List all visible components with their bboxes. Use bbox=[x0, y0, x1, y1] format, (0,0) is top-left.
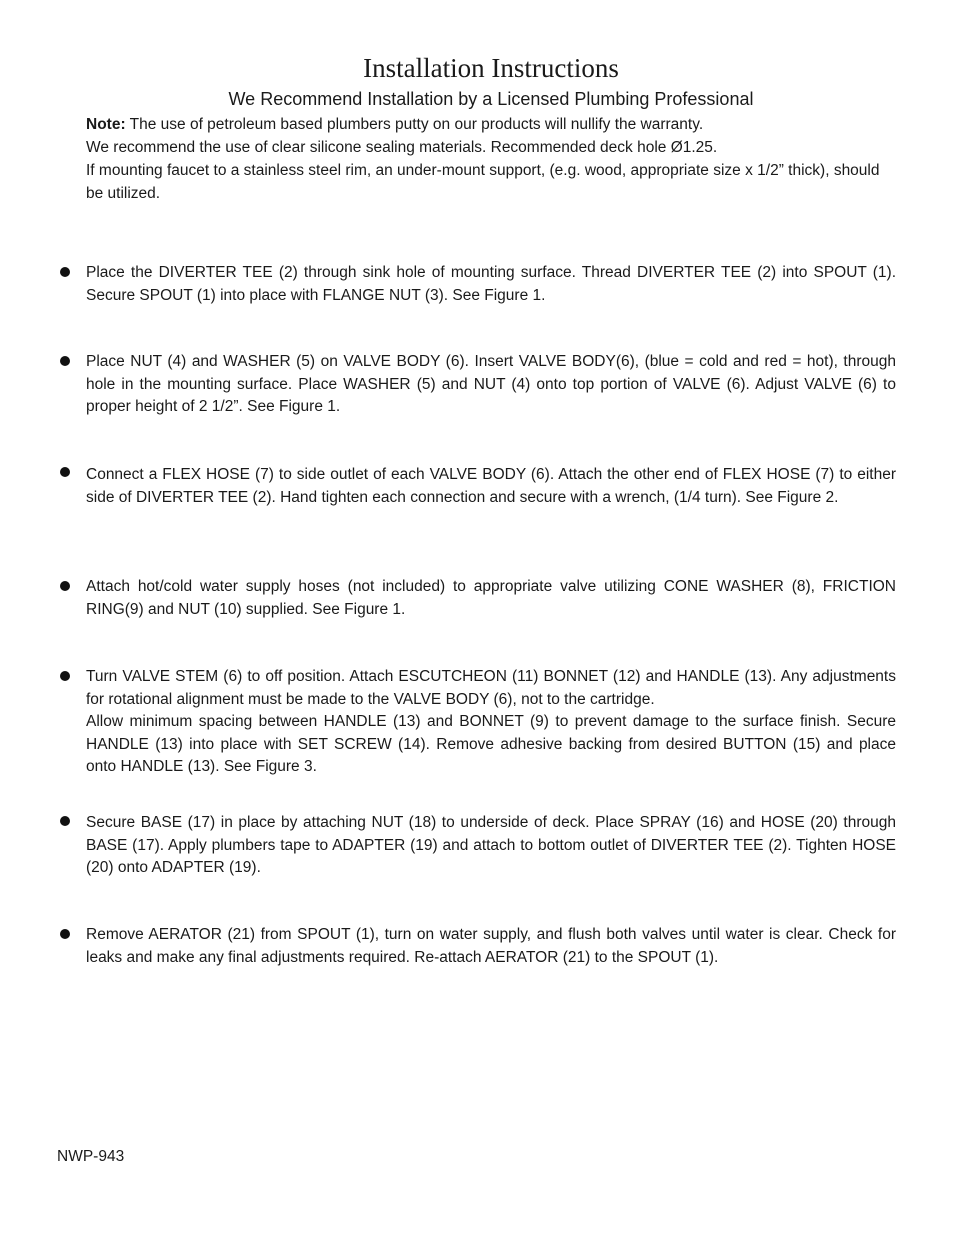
step-1 bbox=[86, 262, 896, 307]
note-block bbox=[86, 113, 898, 205]
bullet-icon bbox=[60, 929, 70, 939]
bullet-icon bbox=[60, 467, 70, 477]
step-text: Remove AERATOR (21) from SPOUT (1), turn on water supply, and flush both valves until water is clear. Check for leaks and make any final adjustments required. Re-attach AERATOR (21) to the SPOUT (1). bbox=[86, 926, 896, 966]
note-label: Note: bbox=[86, 116, 126, 133]
step-text: Attach hot/cold water supply hoses (not included) to appropriate valve utilizing CONE WASHER (8), FRICTION RING(9) and NUT (10) supplied. See Figure 1. bbox=[86, 578, 896, 618]
bullet-icon bbox=[60, 816, 70, 826]
step-text: Place NUT (4) and WASHER (5) on VALVE BODY (6). Insert VALVE BODY(6), (blue = cold and red = hot), through hole in the mounting surface. Place WASHER (5) and NUT (4) onto top portion of VALVE (6). Adjust VALVE (6) to proper height of 2 1/2”. See Figure 1. bbox=[86, 353, 896, 415]
note-text-1: The use of petroleum based plumbers putty on our products will nullify the warranty. bbox=[125, 116, 704, 133]
note-line-2: We recommend the use of clear silicone sealing materials. Recommended deck hole Ø1.25. bbox=[86, 139, 718, 156]
step-2 bbox=[86, 351, 896, 419]
step-text: Turn VALVE STEM (6) to off position. Attach ESCUTCHEON (11) BONNET (12) and HANDLE (13). Any adjustments for rotational alignment must be made to the VALVE BODY (6), not to the cartridge. bbox=[86, 668, 896, 708]
step-6 bbox=[86, 812, 896, 880]
step-3 bbox=[86, 464, 896, 509]
note-line-1 bbox=[86, 113, 898, 136]
bullet-icon bbox=[60, 671, 70, 681]
step-4 bbox=[86, 576, 896, 621]
page-title: Installation Instructions bbox=[363, 53, 619, 83]
bullet-icon bbox=[60, 356, 70, 366]
note-line-3: If mounting faucet to a stainless steel rim, an under-mount support, (e.g. wood, appropriate size x 1/2” thick), should be utilized. bbox=[86, 162, 880, 202]
step-text: Place the DIVERTER TEE (2) through sink hole of mounting surface. Thread DIVERTER TEE (2) into SPOUT (1). Secure SPOUT (1) into place with FLANGE NUT (3). See Figure 1. bbox=[86, 264, 896, 304]
step-text: Connect a FLEX HOSE (7) to side outlet of each VALVE BODY (6). Attach the other end of FLEX HOSE (7) to either side of DIVERTER TEE (2). Hand tighten each connection and secure with a wrench, (1/4 turn). See Figure 2. bbox=[86, 466, 896, 506]
bullet-icon bbox=[60, 581, 70, 591]
page-subtitle: We Recommend Installation by a Licensed Plumbing Professional bbox=[228, 89, 754, 109]
step-text: Secure BASE (17) in place by attaching NUT (18) to underside of deck. Place SPRAY (16) and HOSE (20) through BASE (17). Apply plumbers tape to ADAPTER (19) and attach to bottom outlet of DIVERTER TEE (2). Tighten HOSE (20) onto ADAPTER (19). bbox=[86, 814, 896, 876]
step-text-continued: Allow minimum spacing between HANDLE (13) and BONNET (9) to prevent damage to the surface finish. Secure HANDLE (13) into place with SET SCREW (14). Remove adhesive backing from desired BUTTON (15) and place onto HANDLE (13). See Figure 3. bbox=[86, 713, 896, 775]
bullet-icon bbox=[60, 267, 70, 277]
step-7 bbox=[86, 924, 896, 969]
document-code: NWP-943 bbox=[57, 1148, 125, 1165]
step-5 bbox=[86, 666, 896, 779]
